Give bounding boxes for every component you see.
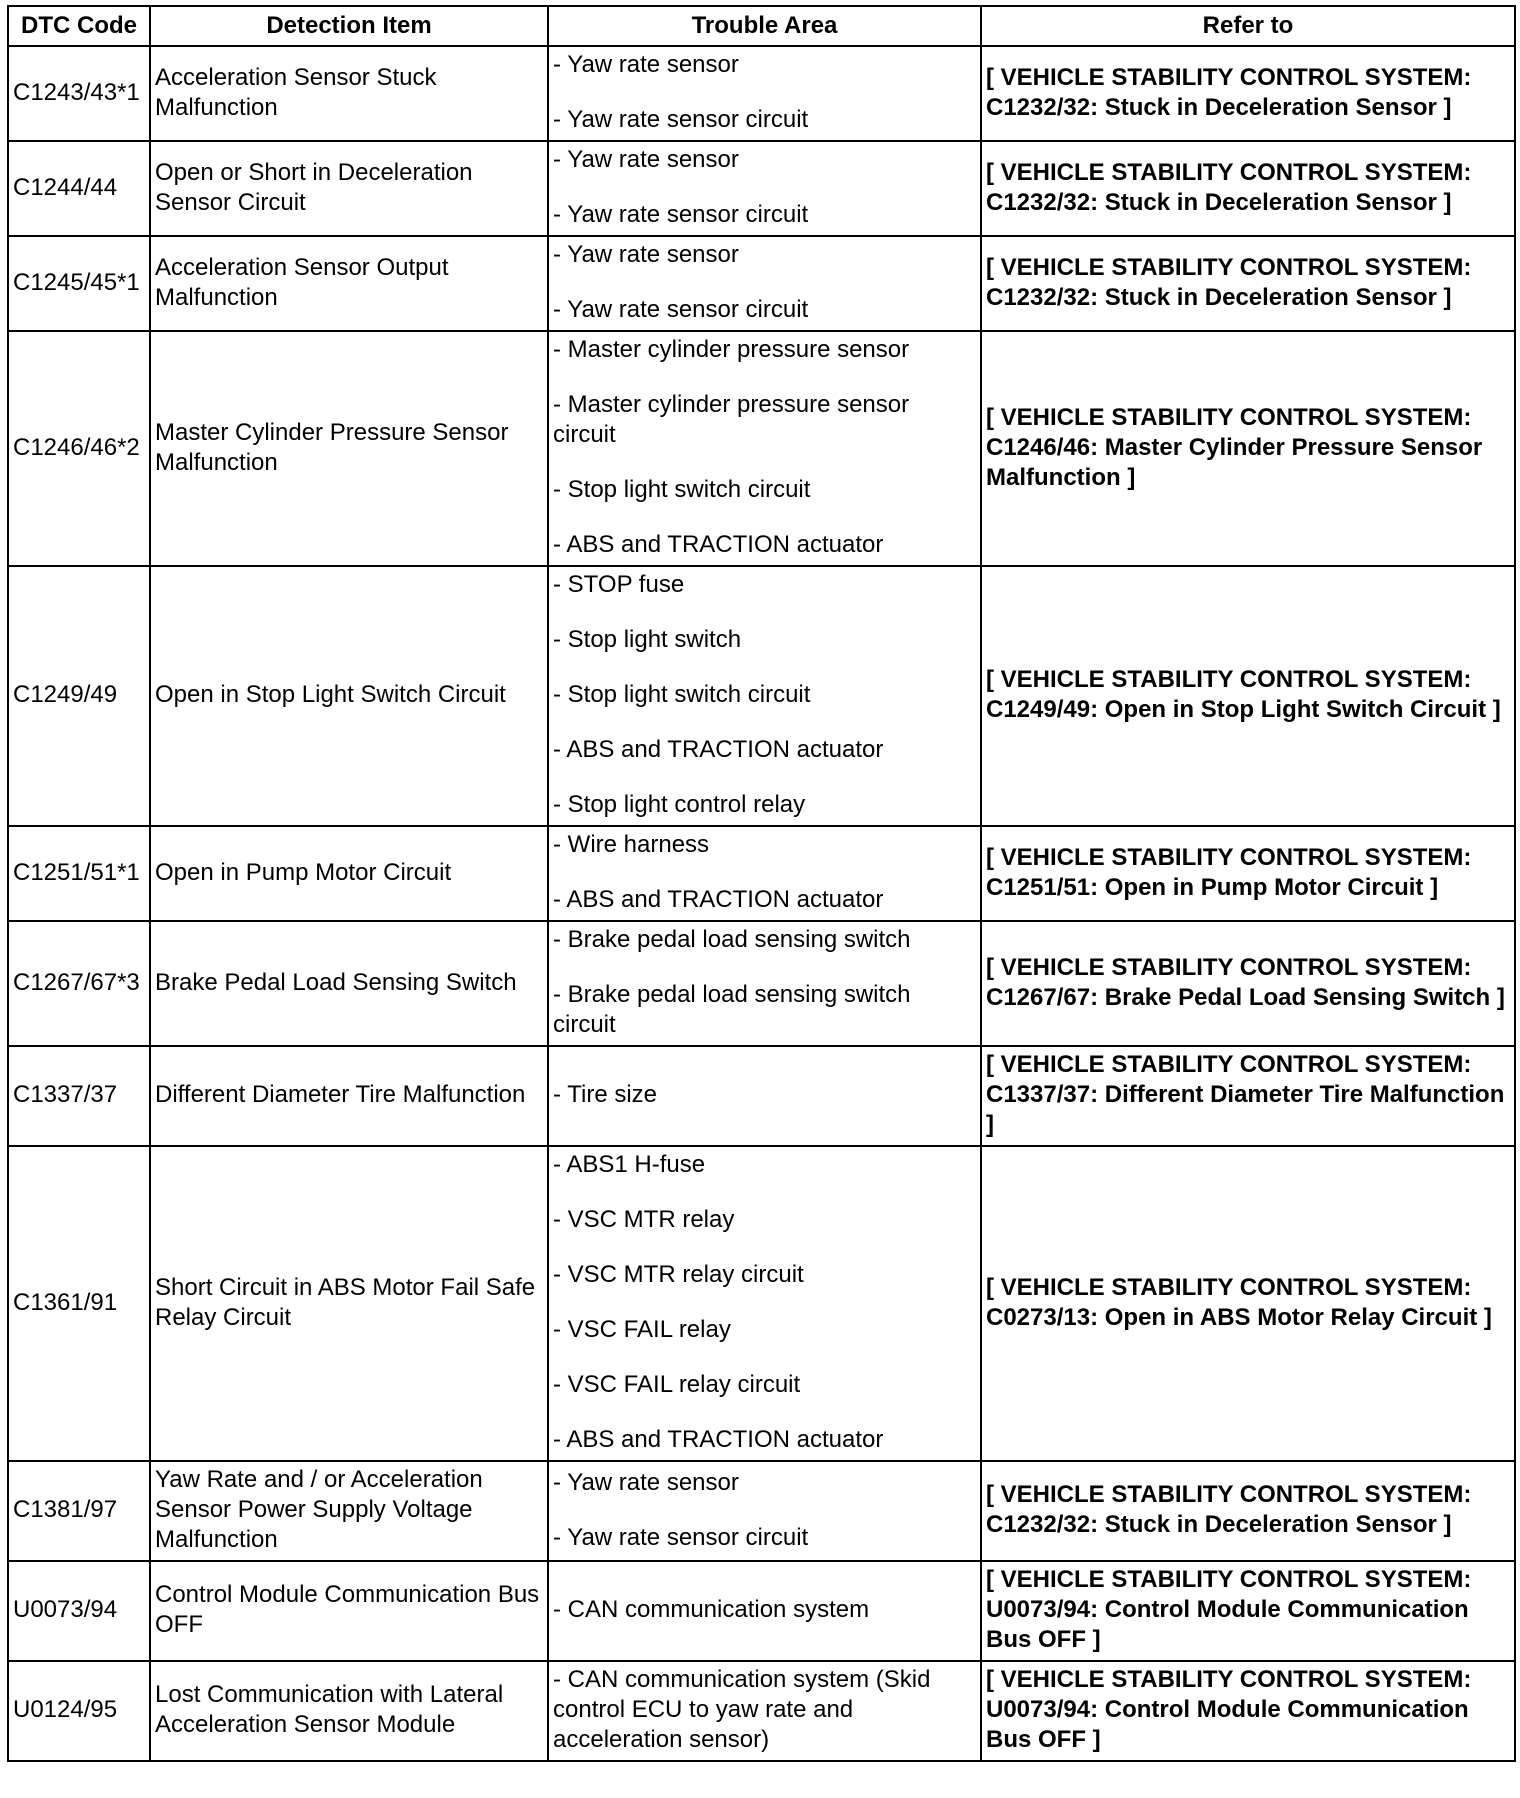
trouble-area-cell [548, 566, 981, 826]
dtc-code-cell: C1267/67*3 [8, 921, 150, 1046]
header-detection-item: Detection Item [150, 6, 548, 46]
trouble-area-item: - Brake pedal load sensing switch circuit [553, 981, 911, 1038]
trouble-area-cell [548, 1461, 981, 1561]
detection-item-cell: Acceleration Sensor Output Malfunction [150, 236, 548, 331]
refer-to-cell: [ VEHICLE STABILITY CONTROL SYSTEM: C1337/37: Different Diameter Tire Malfunction ] [981, 1046, 1515, 1146]
refer-to-cell: [ VEHICLE STABILITY CONTROL SYSTEM: C0273/13: Open in ABS Motor Relay Circuit ] [981, 1146, 1515, 1461]
table-row [8, 1046, 1515, 1146]
detection-item-cell: Acceleration Sensor Stuck Malfunction [150, 46, 548, 141]
trouble-area-item: - Yaw rate sensor circuit [553, 201, 809, 228]
refer-to-cell: [ VEHICLE STABILITY CONTROL SYSTEM: C1267/67: Brake Pedal Load Sensing Switch ] [981, 921, 1515, 1046]
table-row [8, 236, 1515, 331]
trouble-area-cell [548, 141, 981, 236]
trouble-area-item: - ABS1 H-fuse [553, 1151, 706, 1178]
trouble-area-item: - ABS and TRACTION actuator [553, 736, 884, 763]
dtc-table [7, 5, 1516, 1762]
table-row [8, 1661, 1515, 1761]
detection-item-cell: Different Diameter Tire Malfunction [150, 1046, 548, 1146]
refer-to-cell: [ VEHICLE STABILITY CONTROL SYSTEM: C1251/51: Open in Pump Motor Circuit ] [981, 826, 1515, 921]
table-row [8, 1146, 1515, 1461]
detection-item-cell: Master Cylinder Pressure Sensor Malfunction [150, 331, 548, 566]
trouble-area-item: - Yaw rate sensor circuit [553, 1523, 809, 1551]
dtc-code-cell: C1249/49 [8, 566, 150, 826]
table-row [8, 141, 1515, 236]
dtc-code-cell: C1381/97 [8, 1461, 150, 1561]
trouble-area-cell [548, 921, 981, 1046]
trouble-area-item: - Yaw rate sensor [553, 1468, 739, 1496]
trouble-area-item: - Brake pedal load sensing switch [553, 926, 911, 953]
detection-item-cell: Control Module Communication Bus OFF [150, 1561, 548, 1661]
detection-item-cell: Open or Short in Deceleration Sensor Circuit [150, 141, 548, 236]
trouble-area-cell [548, 826, 981, 921]
trouble-area-item: - ABS and TRACTION actuator [553, 1426, 884, 1453]
refer-to-cell: [ VEHICLE STABILITY CONTROL SYSTEM: C1249/49: Open in Stop Light Switch Circuit ] [981, 566, 1515, 826]
dtc-code-cell: C1244/44 [8, 141, 150, 236]
trouble-area-item: - Yaw rate sensor [553, 51, 739, 78]
dtc-code-cell: U0073/94 [8, 1561, 150, 1661]
trouble-area-item: - STOP fuse [553, 571, 685, 598]
refer-to-cell: [ VEHICLE STABILITY CONTROL SYSTEM: C1232/32: Stuck in Deceleration Sensor ] [981, 236, 1515, 331]
trouble-area-cell [548, 1046, 981, 1146]
table-row [8, 826, 1515, 921]
table-row [8, 46, 1515, 141]
dtc-code-cell: U0124/95 [8, 1661, 150, 1761]
dtc-code-cell: C1243/43*1 [8, 46, 150, 141]
trouble-area-item: - VSC MTR relay circuit [553, 1261, 804, 1288]
header-refer-to: Refer to [981, 6, 1515, 46]
refer-to-cell: [ VEHICLE STABILITY CONTROL SYSTEM: U0073/94: Control Module Communication Bus OFF ] [981, 1661, 1515, 1761]
refer-to-cell: [ VEHICLE STABILITY CONTROL SYSTEM: C1246/46: Master Cylinder Pressure Sensor Malfunction ] [981, 331, 1515, 566]
detection-item-cell: Lost Communication with Lateral Acceleration Sensor Module [150, 1661, 548, 1761]
header-trouble-area: Trouble Area [548, 6, 981, 46]
header-row [8, 6, 1515, 46]
dtc-page [7, 5, 1514, 1762]
dtc-table-body [8, 46, 1515, 1761]
trouble-area-item: - VSC MTR relay [553, 1206, 735, 1233]
trouble-area-item: - Tire size [553, 1081, 658, 1108]
detection-item-cell: Brake Pedal Load Sensing Switch [150, 921, 548, 1046]
trouble-area-item: - VSC FAIL relay circuit [553, 1371, 801, 1398]
trouble-area-cell [548, 236, 981, 331]
dtc-code-cell: C1337/37 [8, 1046, 150, 1146]
detection-item-cell: Yaw Rate and / or Acceleration Sensor Power Supply Voltage Malfunction [150, 1461, 548, 1561]
trouble-area-item: - Master cylinder pressure sensor [553, 336, 910, 363]
detection-item-cell: Short Circuit in ABS Motor Fail Safe Relay Circuit [150, 1146, 548, 1461]
trouble-area-item: - Master cylinder pressure sensor circuit [553, 391, 910, 448]
detection-item-cell: Open in Stop Light Switch Circuit [150, 566, 548, 826]
trouble-area-cell [548, 46, 981, 141]
trouble-area-cell [548, 1561, 981, 1661]
trouble-area-item: - Yaw rate sensor circuit [553, 106, 809, 133]
trouble-area-cell [548, 1661, 981, 1761]
table-row [8, 1461, 1515, 1561]
trouble-area-item: - Stop light control relay [553, 791, 806, 818]
trouble-area-item: - Yaw rate sensor [553, 146, 739, 173]
dtc-code-cell: C1245/45*1 [8, 236, 150, 331]
trouble-area-item: - Stop light switch [553, 626, 742, 653]
trouble-area-item: - Stop light switch circuit [553, 476, 811, 503]
trouble-area-item: - Wire harness [553, 831, 710, 858]
trouble-area-cell [548, 331, 981, 566]
table-row [8, 331, 1515, 566]
trouble-area-item: - ABS and TRACTION actuator [553, 531, 884, 558]
trouble-area-item: - CAN communication system (Skid control ECU to yaw rate and acceleration sensor) [553, 1666, 931, 1753]
dtc-code-cell: C1246/46*2 [8, 331, 150, 566]
table-row [8, 566, 1515, 826]
refer-to-cell: [ VEHICLE STABILITY CONTROL SYSTEM: U0073/94: Control Module Communication Bus OFF ] [981, 1561, 1515, 1661]
table-row [8, 1561, 1515, 1661]
refer-to-cell: [ VEHICLE STABILITY CONTROL SYSTEM: C1232/32: Stuck in Deceleration Sensor ] [981, 1461, 1515, 1561]
trouble-area-item: - Yaw rate sensor [553, 241, 739, 268]
table-row [8, 921, 1515, 1046]
detection-item-cell: Open in Pump Motor Circuit [150, 826, 548, 921]
refer-to-cell: [ VEHICLE STABILITY CONTROL SYSTEM: C1232/32: Stuck in Deceleration Sensor ] [981, 141, 1515, 236]
trouble-area-item: - ABS and TRACTION actuator [553, 886, 884, 913]
header-dtc-code: DTC Code [8, 6, 150, 46]
trouble-area-cell [548, 1146, 981, 1461]
dtc-code-cell: C1251/51*1 [8, 826, 150, 921]
trouble-area-item: - VSC FAIL relay [553, 1316, 731, 1343]
trouble-area-item: - Yaw rate sensor circuit [553, 296, 809, 323]
trouble-area-item: - CAN communication system [553, 1596, 870, 1623]
trouble-area-item: - Stop light switch circuit [553, 681, 811, 708]
refer-to-cell: [ VEHICLE STABILITY CONTROL SYSTEM: C1232/32: Stuck in Deceleration Sensor ] [981, 46, 1515, 141]
dtc-code-cell: C1361/91 [8, 1146, 150, 1461]
